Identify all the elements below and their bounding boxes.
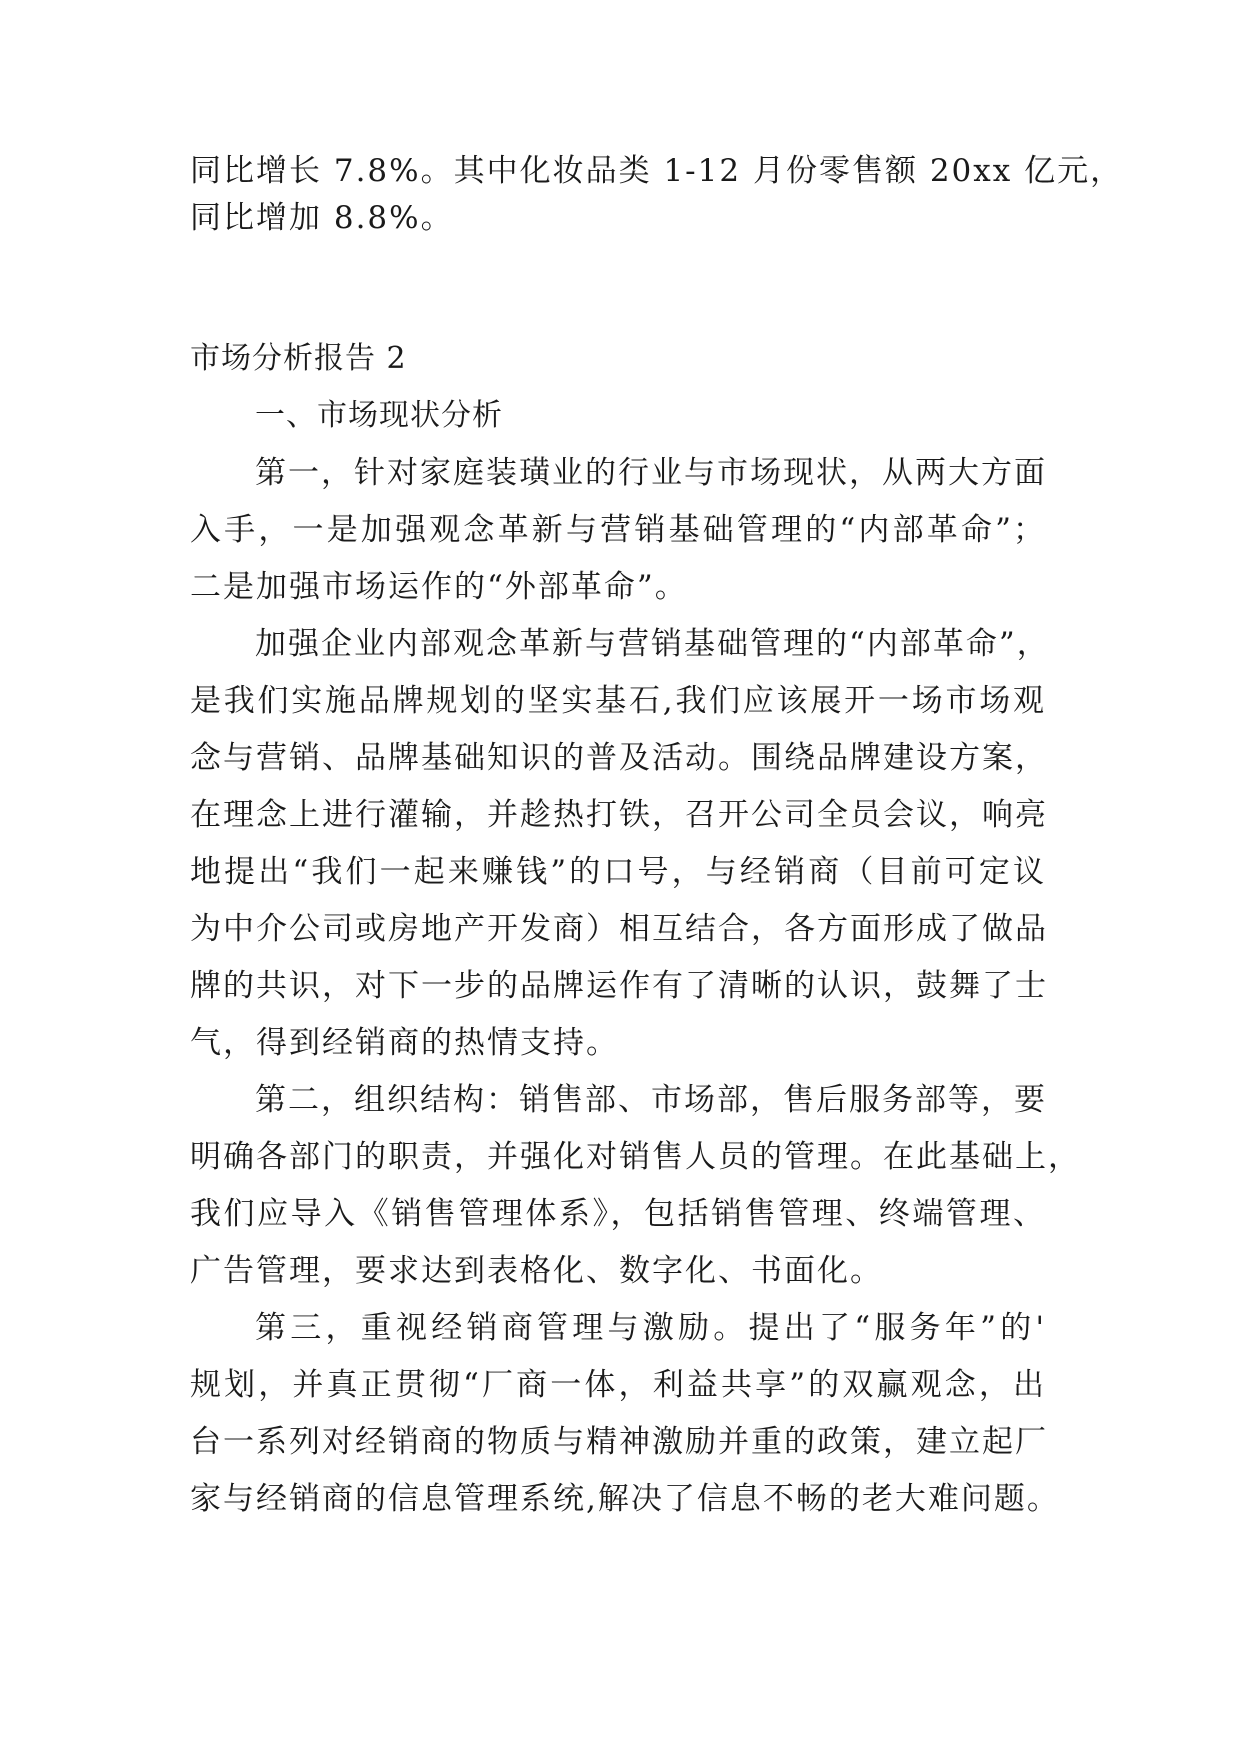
paragraph-4-line-2: 规划，并真正贯彻“厂商一体，利益共享”的双赢观念，出 [190,1367,1046,1403]
paragraph-1-line-1: 第一，针对家庭装璜业的行业与市场现状，从两大方面 [255,455,1047,491]
paragraph-2-line-6: 为中介公司或房地产开发商）相互结合，各方面形成了做品 [190,911,1048,947]
section-title: 市场分析报告 2 [190,341,407,376]
paragraph-2-line-8: 气，得到经销商的热情支持。 [190,1025,619,1061]
paragraph-1-line-2: 入手，一是加强观念革新与营销基础管理的“内部革命”； [190,512,1046,548]
paragraph-3-line-1: 第二，组织结构：销售部、市场部，售后服务部等，要 [255,1082,1047,1118]
paragraph-3-line-4: 广告管理，要求达到表格化、数字化、书面化。 [190,1253,883,1289]
paragraph-2-line-3: 念与营销、品牌基础知识的普及活动。围绕品牌建设方案， [190,740,1048,776]
paragraph-2-line-2: 是我们实施品牌规划的坚实基石,我们应该展开一场市场观 [190,683,1046,719]
intro-line-1: 同比增长 7.8%。其中化妆品类 1-12 月份零售额 20xx 亿元， [190,153,1124,189]
paragraph-2-line-7: 牌的共识，对下一步的品牌运作有了清晰的认识，鼓舞了士 [190,968,1048,1004]
paragraph-4-line-4: 家与经销商的信息管理系统,解决了信息不畅的老大难问题。 [190,1481,1060,1517]
paragraph-4-line-3: 台一系列对经销商的物质与精神激励并重的政策，建立起厂 [190,1424,1048,1460]
paragraph-3-line-2: 明确各部门的职责，并强化对销售人员的管理。在此基础上， [190,1139,1081,1175]
paragraph-1-line-3: 二是加强市场运作的“外部革命”。 [190,569,688,605]
subsection-title: 一、市场现状分析 [255,398,503,433]
paragraph-2-line-5: 地提出“我们一起来赚钱”的口号，与经销商（目前可定议 [190,854,1046,890]
intro-line-2: 同比增加 8.8%。 [190,200,454,236]
paragraph-2-line-1: 加强企业内部观念革新与营销基础管理的“内部革命”， [255,626,1050,662]
paragraph-3-line-3: 我们应导入《销售管理体系》，包括销售管理、终端管理、 [190,1196,1046,1232]
paragraph-2-line-4: 在理念上进行灌输，并趁热打铁，召开公司全员会议，响亮 [190,797,1048,833]
paragraph-4-line-1: 第三，重视经销商管理与激励。提出了“服务年”的' [255,1310,1046,1346]
